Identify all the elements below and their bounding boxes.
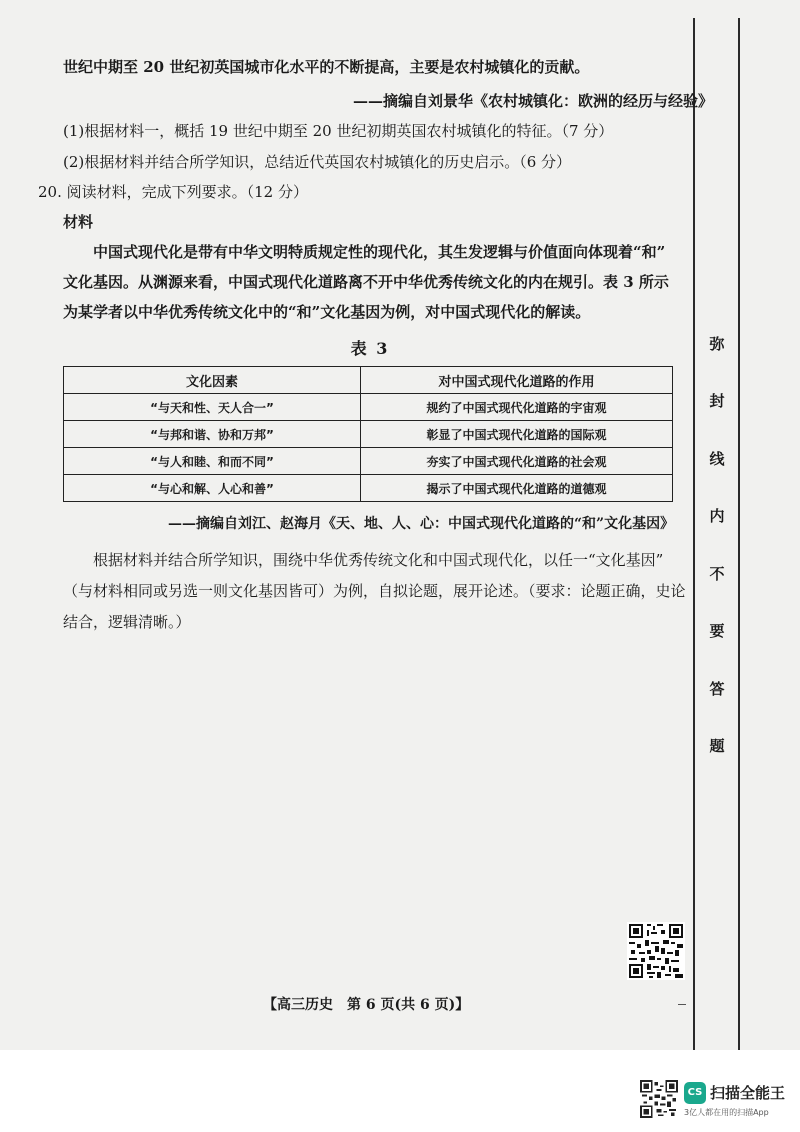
table-cell: 揭示了中国式现代化道路的道德观 bbox=[361, 475, 673, 502]
material-label: 材料 bbox=[63, 213, 94, 231]
material-paragraph-line-1: 中国式现代化是带有中华文明特质规定性的现代化，其生发逻辑与价值面向体现着“和” bbox=[93, 243, 666, 261]
question-19-part-1: (1)根据材料一，概括 19 世纪中期至 20 世纪初期英国农村城镇化的特征。（7 分） bbox=[63, 122, 614, 140]
binding-line-inner bbox=[693, 18, 695, 1050]
binding-line-outer bbox=[738, 18, 740, 1050]
scanner-qr-icon bbox=[640, 1080, 678, 1118]
table-header: 文化因素 bbox=[64, 367, 361, 394]
table-cell: 规约了中国式现代化道路的宇宙观 bbox=[361, 394, 673, 421]
table-cell: 夯实了中国式现代化道路的社会观 bbox=[361, 448, 673, 475]
task-prompt-line-2: （与材料相同或另选一则文化基因皆可）为例，自拟论题，展开论述。（要求：论题正确，史论 bbox=[63, 582, 686, 600]
table-cell: “与人和睦、和而不同” bbox=[64, 448, 361, 475]
table-row bbox=[64, 394, 673, 421]
question-20-heading: 20. 阅读材料，完成下列要求。（12 分） bbox=[38, 183, 308, 201]
question-19-part-2: (2)根据材料并结合所学知识，总结近代英国农村城镇化的历史启示。（6 分） bbox=[63, 153, 572, 171]
page-footer: 【高三历史 第 6 页(共 6 页)】 bbox=[263, 997, 470, 1013]
material-paragraph-line-3: 为某学者以中华优秀传统文化中的“和”文化基因为例，对中国式现代化的解读。 bbox=[63, 303, 591, 321]
table-cell: 彰显了中国式现代化道路的国际观 bbox=[361, 421, 673, 448]
task-prompt-line-1: 根据材料并结合所学知识，围绕中华优秀传统文化和中国式现代化，以任一“文化基因” bbox=[93, 551, 664, 569]
binding-char: 封 bbox=[709, 392, 725, 411]
scanner-logo-icon: CS bbox=[684, 1082, 706, 1104]
binding-char: 要 bbox=[709, 622, 725, 641]
table-header-row bbox=[64, 367, 673, 394]
table-title: 表 3 bbox=[350, 339, 390, 358]
table-row bbox=[64, 421, 673, 448]
binding-notice bbox=[700, 335, 734, 755]
binding-char: 线 bbox=[709, 449, 725, 468]
table-header: 对中国式现代化道路的作用 bbox=[361, 367, 673, 394]
binding-char: 弥 bbox=[709, 335, 725, 353]
binding-char: 不 bbox=[709, 564, 725, 583]
qr-code-icon bbox=[627, 922, 685, 980]
table-cell: “与心和解、人心和善” bbox=[64, 475, 361, 502]
culture-gene-table bbox=[63, 366, 673, 502]
binding-char: 内 bbox=[709, 507, 725, 526]
source-citation-1: ——摘编自刘景华《农村城镇化：欧洲的经历与经验》 bbox=[353, 92, 714, 110]
scanner-brand: 扫描全能王 bbox=[710, 1084, 786, 1102]
binding-char: 题 bbox=[709, 736, 725, 755]
task-prompt-line-3: 结合，逻辑清晰。） bbox=[63, 613, 191, 631]
material-one-ending: 世纪中期至 20 世纪初英国城市化水平的不断提高，主要是农村城镇化的贡献。 bbox=[63, 58, 590, 76]
table-cell: “与邦和谐、协和万邦” bbox=[64, 421, 361, 448]
table-cell: “与天和性、天人合一” bbox=[64, 394, 361, 421]
source-citation-2: ——摘编自刘江、赵海月《天、地、人、心：中国式现代化道路的“和”文化基因》 bbox=[168, 516, 675, 532]
binding-char: 答 bbox=[709, 679, 725, 698]
table-row bbox=[64, 475, 673, 502]
material-paragraph-line-2: 文化基因。从渊源来看，中国式现代化道路离不开中华优秀传统文化的内在规引。表 3 所示 bbox=[63, 273, 669, 291]
table-row bbox=[64, 448, 673, 475]
scanner-tagline: 3亿人都在用的扫描App bbox=[684, 1108, 769, 1117]
footer-dash bbox=[678, 1004, 686, 1005]
scanner-watermark bbox=[640, 1078, 790, 1120]
